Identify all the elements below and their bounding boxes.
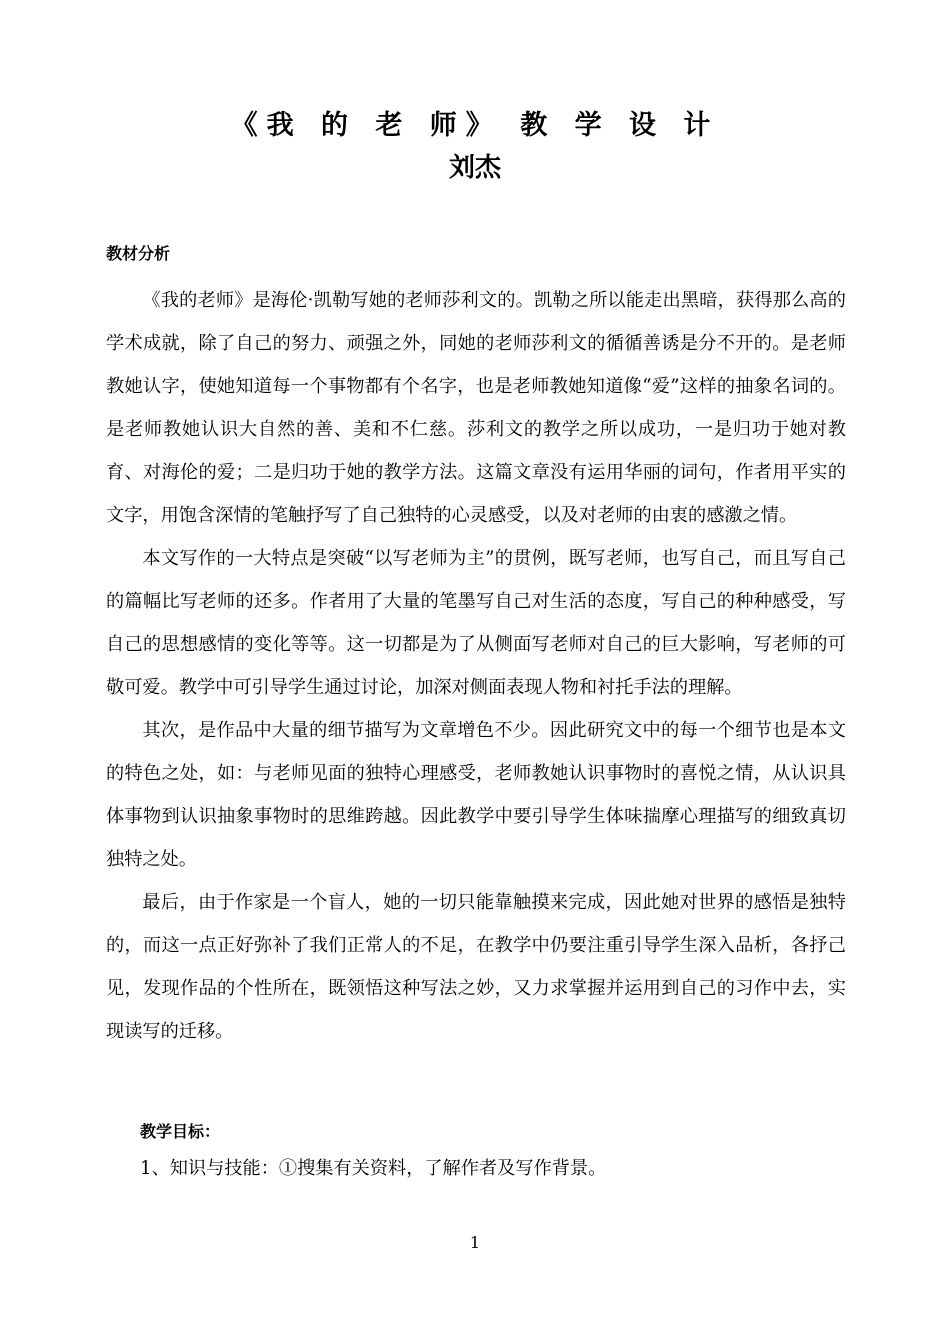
paragraph: 本文写作的一大特点是突破“以写老师为主”的贯例，既写老师，也写自己，而且写自己的篇幅比写老师的还多。作者用了大量的笔墨写自己对生活的态度，写自己的种种感受，写自己的思想感情的变化等等。这一切都是为了从侧面写老师对自己的巨大影响，写老师的可敬可爱。教学中可引导学生通过讨论，加深对侧面表现人物和衬托手法的理解。 bbox=[106, 548, 846, 698]
paragraph: 最后，由于作家是一个盲人，她的一切只能靠触摸来完成，因此她对世界的感悟是独特的，而这一点正好弥补了我们正常人的不足，在教学中仍要注重引导学生深入品析，各抒己见，发现作品的个性所在，既领悟这种写法之妙，又力求掌握并运用到自己的习作中去，实现读写的迁移。 bbox=[106, 892, 846, 1042]
section-heading-teaching-objectives: 教学目标： bbox=[140, 1122, 221, 1141]
document-title: 《我 的 老 师》 教 学 设 计 bbox=[230, 110, 720, 141]
document-author: 刘杰 bbox=[448, 153, 501, 183]
objective-item: 1、知识与技能：①搜集有关资料，了解作者及写作背景。 bbox=[140, 1158, 607, 1179]
page-number: 1 bbox=[469, 1233, 481, 1252]
paragraph: 其次，是作品中大量的细节描写为文章增色不少。因此研究文中的每一个细节也是本文的特色之处，如：与老师见面的独特心理感受，老师教她认识事物时的喜悦之情，从认识具体事物到认识抽象事物时的思维跨越。因此教学中要引导学生体味揣摩心理描写的细致真切独特之处。 bbox=[106, 720, 846, 870]
section-heading-material-analysis: 教材分析 bbox=[106, 244, 171, 263]
paragraph: 《我的老师》是海伦·凯勒写她的老师莎利文的。凯勒之所以能走出黑暗，获得那么高的学术成就，除了自己的努力、顽强之外，同她的老师莎利文的循循善诱是分不开的。是老师教她认字，使她知道每一个事物都有个名字，也是老师教她知道像“爱”这样的抽象名词的。是老师教她认识大自然的善、美和不仁慈。莎利文的教学之所以成功，一是归功于她对教育、对海伦的爱；二是归功于她的教学方法。这篇文章没有运用华丽的词句，作者用平实的文字，用饱含深情的笔触抒写了自己独特的心灵感受，以及对老师的由衷的感激之情。 bbox=[106, 290, 846, 526]
material-analysis-body bbox=[106, 279, 846, 1053]
